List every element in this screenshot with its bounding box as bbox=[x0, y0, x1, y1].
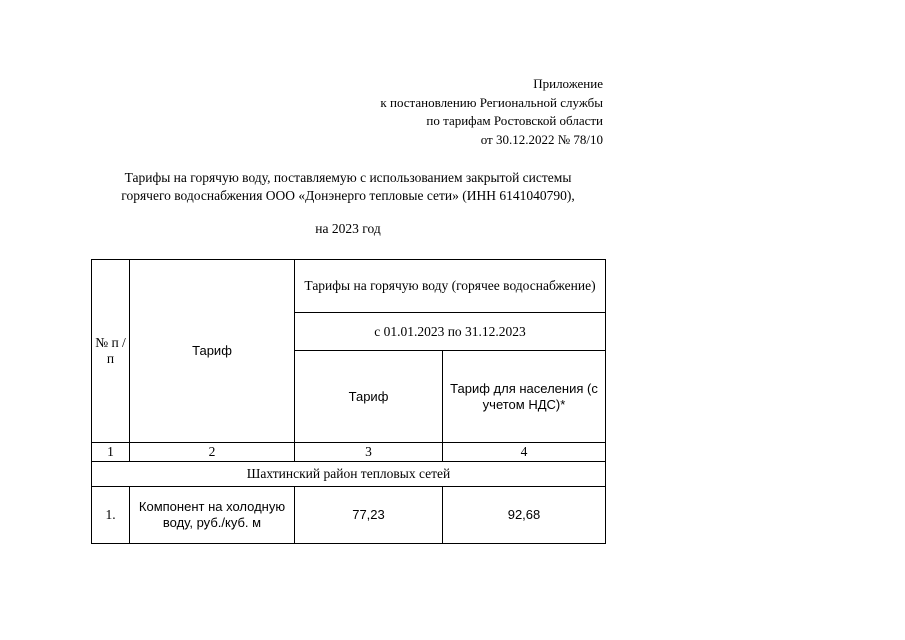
index-cell: 3 bbox=[295, 443, 443, 462]
tariff-table bbox=[91, 259, 606, 544]
appendix-line: к постановлению Региональной службы bbox=[380, 94, 603, 110]
row-number: 1. bbox=[92, 487, 130, 544]
header-tariff-name: Тариф bbox=[130, 260, 295, 443]
header-sub-population: Тариф для населения (с учетом НДС)* bbox=[443, 351, 606, 443]
appendix-line: по тарифам Ростовской области bbox=[426, 113, 603, 128]
row-tariff: 77,23 bbox=[295, 487, 443, 544]
year-subtitle: на 2023 год bbox=[315, 221, 381, 236]
table-row bbox=[92, 487, 606, 544]
row-population: 92,68 bbox=[443, 487, 606, 544]
appendix-block bbox=[380, 75, 603, 149]
index-cell: 4 bbox=[443, 443, 606, 462]
title-line: Тарифы на горячую воду, поставляемую с использованием закрытой системы bbox=[124, 170, 572, 185]
index-row bbox=[92, 443, 606, 462]
section-title: Шахтинский район тепловых сетей bbox=[92, 462, 606, 487]
appendix-line: Приложение bbox=[533, 76, 603, 91]
appendix-line: от 30.12.2022 № 78/10 bbox=[480, 131, 603, 147]
row-name: Компонент на холодную воду, руб./куб. м bbox=[130, 487, 295, 544]
header-row bbox=[92, 260, 606, 313]
section-row bbox=[92, 462, 606, 487]
document-title bbox=[90, 169, 606, 205]
header-sub-tariff: Тариф bbox=[295, 351, 443, 443]
header-period: с 01.01.2023 по 31.12.2023 bbox=[295, 313, 606, 351]
title-line: горячего водоснабжения ООО «Донэнерго тепловые сети» (ИНН 6141040790), bbox=[121, 188, 575, 203]
index-cell: 1 bbox=[92, 443, 130, 462]
index-cell: 2 bbox=[130, 443, 295, 462]
header-group: Тарифы на горячую воду (горячее водоснабжение) bbox=[295, 260, 606, 313]
header-number: № п /п bbox=[92, 260, 130, 443]
